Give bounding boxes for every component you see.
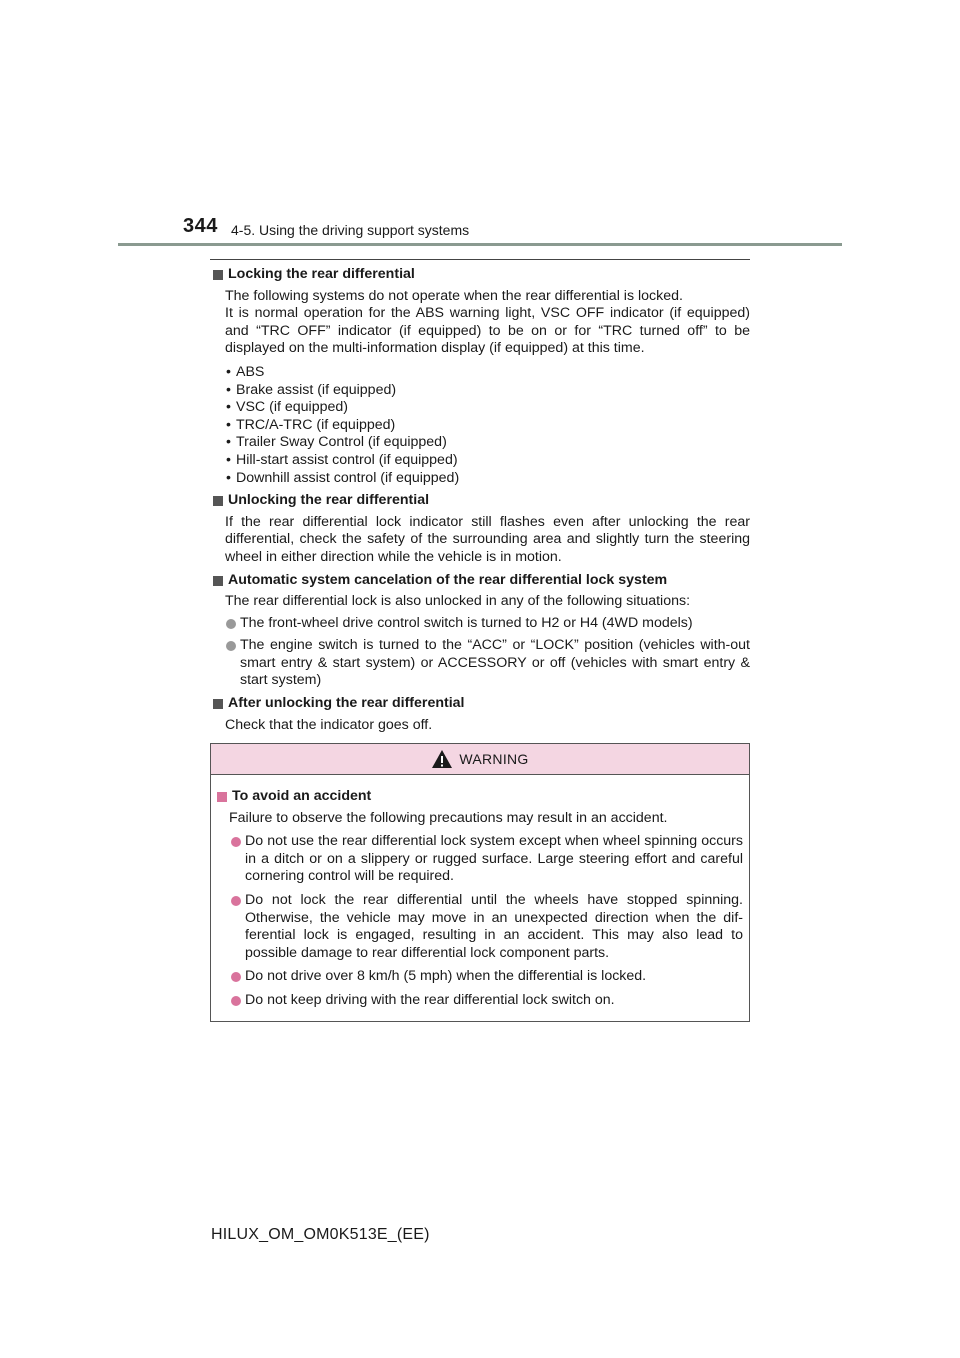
section-text [225, 593, 750, 611]
dot-icon: • [226, 469, 231, 486]
section-text [225, 717, 750, 735]
circle-bullet-icon [231, 996, 241, 1006]
list-item: • Hill-start assist control (if equipped) [226, 451, 458, 468]
content-top-rule [210, 259, 750, 260]
warning-intro: Failure to observe the following precautions may result in an accident. [229, 809, 668, 826]
square-bullet-icon [213, 699, 223, 709]
list-item: Do not lock the rear differential until the wheels have stopped spinning. Otherwise, the vehicle may move in an unexpected direction when the dif-ferential lock is engaged, resulting in an accident. This may also lead to possible damage to rear differential lock component parts. [229, 892, 743, 962]
section-unlocking [210, 492, 750, 566]
text-line: It is normal operation for the ABS warning light, VSC OFF indicator (if equipped) and “TRC OFF” indicator (if equipped) to be on or for “TRC turned off” to be displayed on the multi-information display (if equipped) at this time. [225, 305, 750, 357]
main-content [210, 266, 750, 734]
dot-icon: • [226, 381, 231, 398]
dot-icon: • [226, 434, 231, 451]
list-item: Do not use the rear differential lock system except when wheel spinning occurs in a ditch or on a slippery or rugged surface. Large steering effort and careful cornering control will be required. [229, 833, 743, 886]
list-item: • ABS [226, 363, 265, 380]
square-bullet-icon [213, 576, 223, 586]
section-heading: Locking the rear differential [228, 266, 415, 282]
square-bullet-icon [217, 792, 227, 802]
list-item: • TRC/A-TRC (if equipped) [226, 416, 396, 433]
circle-bullet-icon [231, 837, 241, 847]
section-text [225, 514, 750, 567]
disabled-systems-list [226, 364, 750, 487]
circle-bullet-icon [231, 896, 241, 906]
warning-box [210, 743, 750, 1022]
warning-label: WARNING [459, 751, 529, 767]
dot-icon: • [226, 399, 231, 416]
section-auto-cancel [210, 572, 750, 691]
dot-icon: • [226, 363, 231, 380]
dot-icon: • [226, 451, 231, 468]
list-item: • Downhill assist control (if equipped) [226, 469, 460, 486]
list-item: • Trailer Sway Control (if equipped) [226, 434, 447, 451]
text-line: If the rear differential lock indicator still flashes even after unlocking the rear differential, check the safety of the surrounding area and slightly turn the steering wheel in either direction while the vehicle is in motion. [225, 513, 750, 565]
square-bullet-icon [213, 496, 223, 506]
square-bullet-icon [213, 270, 223, 280]
section-after-unlocking [210, 695, 750, 734]
list-item: Do not keep driving with the rear differential lock switch on. [229, 992, 743, 1010]
section-heading: Unlocking the rear differential [228, 492, 430, 509]
list-item: The front-wheel drive control switch is turned to H2 or H4 (4WD models) [224, 615, 750, 633]
page-number: 344 [183, 215, 218, 237]
text-line: The rear differential lock is also unlocked in any of the following situations: [225, 593, 691, 610]
circle-bullet-icon [226, 641, 236, 651]
list-item: Do not drive over 8 km/h (5 mph) when the differential is locked. [229, 968, 743, 986]
circle-bullet-icon [226, 619, 236, 629]
section-locking [210, 266, 750, 487]
section-title: 4-5. Using the driving support systems [231, 222, 470, 238]
warning-triangle-icon [431, 749, 453, 769]
page-header [0, 0, 960, 250]
section-heading: After unlocking the rear differential [228, 695, 465, 712]
warning-heading: To avoid an accident [232, 788, 372, 804]
dot-icon: • [226, 416, 231, 433]
list-item: The engine switch is turned to the “ACC” or “LOCK” position (vehicles with-out smart entry & start system) or ACCESSORY or off (vehicles with smart entry & start system) [224, 637, 750, 690]
list-item: • Brake assist (if equipped) [226, 381, 397, 398]
warning-header [211, 744, 749, 775]
text-line: The following systems do not operate when the rear differential is locked. [225, 287, 683, 304]
document-code: HILUX_OM_OM0K513E_(EE) [211, 1226, 430, 1243]
cancel-conditions-list [224, 615, 750, 690]
section-text [225, 288, 750, 358]
warning-body [211, 775, 749, 1010]
list-item: • VSC (if equipped) [226, 399, 348, 416]
warning-precautions-list [229, 833, 743, 1009]
header-rule [118, 243, 842, 246]
circle-bullet-icon [231, 972, 241, 982]
text-line: Check that the indicator goes off. [225, 716, 433, 733]
section-heading: Automatic system cancelation of the rear differential lock system [228, 571, 668, 588]
